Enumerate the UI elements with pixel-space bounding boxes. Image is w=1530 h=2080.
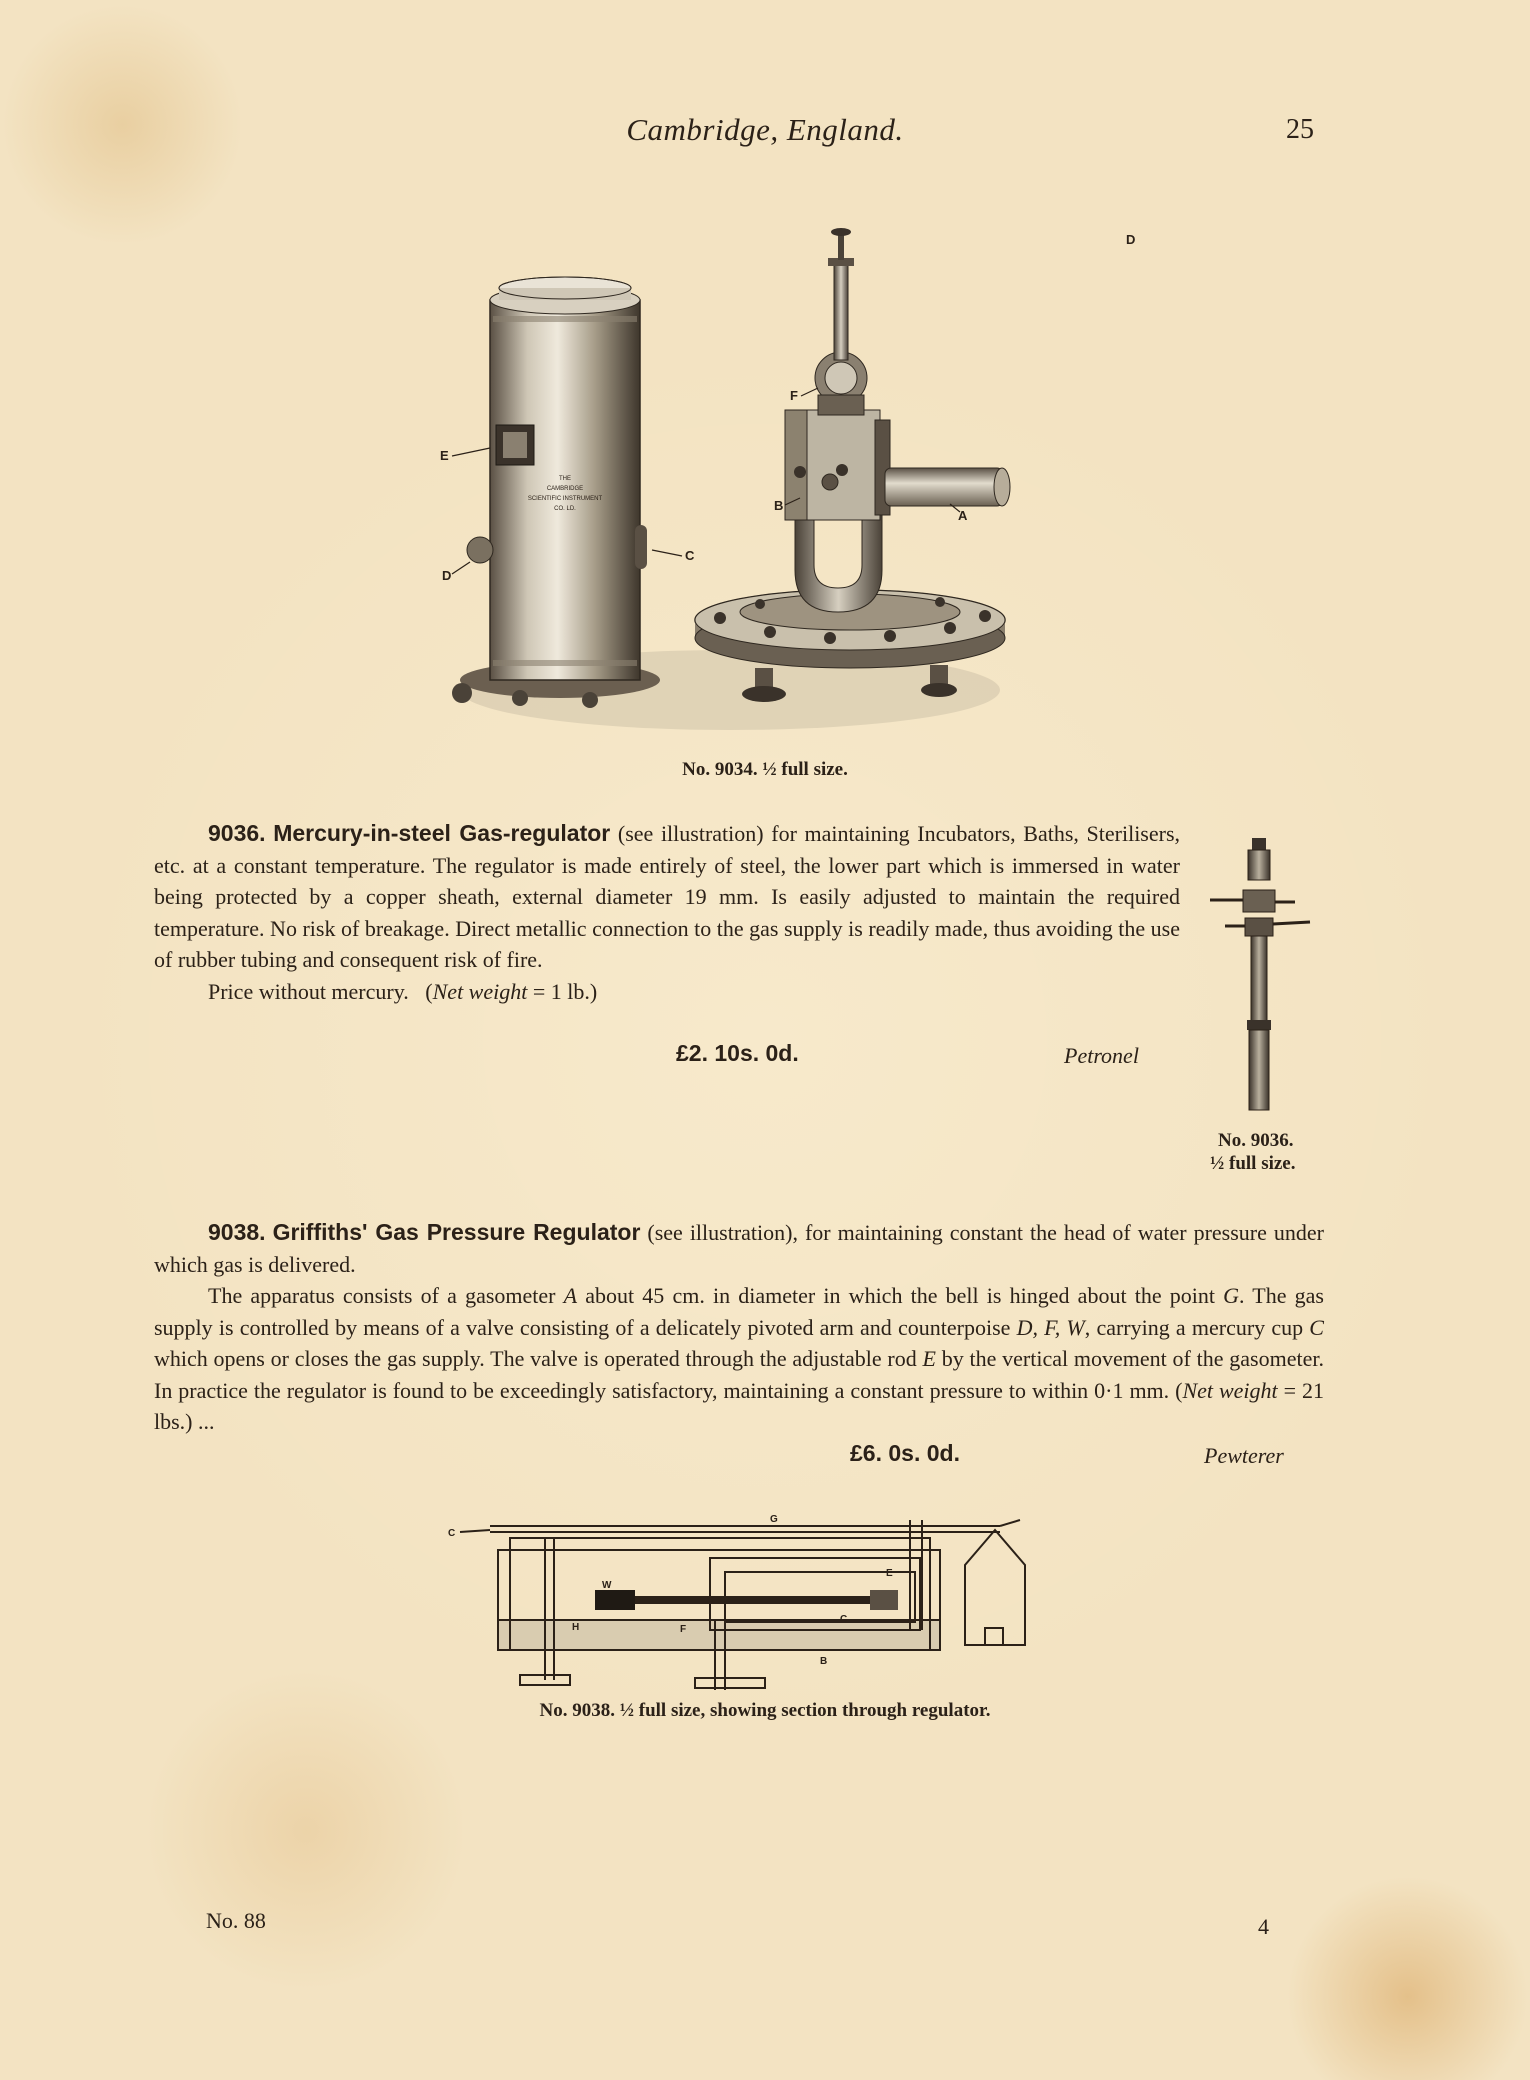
item-9036-price: £2. 10s. 0d. xyxy=(676,1040,799,1066)
callout-D-left: D xyxy=(442,568,452,583)
engraving-text-line: THE xyxy=(559,476,571,482)
callout-A: A xyxy=(958,508,968,523)
item-9038-code-word: Pewterer xyxy=(1204,1443,1284,1468)
diagram-label-G: G xyxy=(770,1514,778,1525)
running-head: Cambridge, England. xyxy=(626,112,904,147)
item-9036-number: 9036. xyxy=(208,820,266,846)
item-9038-p2-var: C xyxy=(1309,1314,1324,1340)
item-9038-p2-text: , carrying a mercury cup xyxy=(1084,1314,1310,1340)
item-9036-description xyxy=(154,818,1180,1007)
figure-9034-illustration xyxy=(430,220,1136,750)
engraving-text-line: SCIENTIFIC INSTRUMENT xyxy=(527,496,603,502)
diagram-label-E: E xyxy=(886,1568,893,1579)
item-9038-number: 9038. xyxy=(208,1219,266,1245)
item-9038-text-1: (see illustration), for maintaining constant the head of water pressure under which gas is delivered. xyxy=(154,1220,1324,1277)
figure-9036-caption-line2: ½ full size. xyxy=(1210,1153,1296,1174)
figure-9036-illustration xyxy=(1205,830,1315,1130)
figure-9038-diagram xyxy=(440,1510,1040,1690)
item-9036-weight-value: = 1 lb.) xyxy=(527,978,598,1004)
diagram-label-C2: C xyxy=(840,1614,848,1625)
item-9038-p2-text: about 45 cm. in diameter in which the bell is hinged about the point xyxy=(577,1283,1224,1308)
figure-9034-caption: No. 9034. ½ full size. xyxy=(682,759,848,780)
item-9038-p2-var: G xyxy=(1223,1283,1240,1308)
item-9038-name: Griffiths' Gas Pressure Regulator xyxy=(272,1219,641,1245)
item-9036-weight-label: Net weight xyxy=(432,978,528,1004)
item-9038-p2-text: which opens or closes the gas supply. The valve is operated through the adjustable rod xyxy=(154,1346,923,1371)
item-9038-p2-var: D, F, W xyxy=(1016,1314,1085,1340)
callout-F: F xyxy=(790,388,798,403)
item-9036-price-line: Price without mercury. xyxy=(208,978,409,1004)
item-9036-code-word: Petronel xyxy=(1064,1043,1139,1068)
footer-catalogue-number: No. 88 xyxy=(206,1908,266,1933)
diagram-label-W: W xyxy=(602,1580,612,1591)
item-9038-price: £6. 0s. 0d. xyxy=(850,1440,960,1466)
callout-C: C xyxy=(685,548,695,563)
item-9036-name: Mercury-in-steel Gas-regulator xyxy=(273,820,611,846)
item-9038-p2-text: The apparatus consists of a gasometer xyxy=(208,1283,564,1308)
item-9038-p2-var: E xyxy=(922,1346,936,1371)
item-9038-p2-text: by the vertical movement of the gasometer. In practice the regulator is found to be exceedingly satisfactory, maintaining a constant pressure to within 0·1 mm. ( xyxy=(154,1346,1324,1403)
engraving-text-line: CO. LD. xyxy=(554,506,576,512)
item-9038-weight-value: = 21 lbs.) ... xyxy=(154,1377,1324,1434)
figure-9036-caption-line1: No. 9036. xyxy=(1218,1130,1294,1151)
item-9036-text: (see illustration) for maintaining Incubators, Baths, Sterilisers, etc. at a constant temperature. The regulator is made entirely of steel, the lower part which is immersed in water being protected by a copper sheath, external diameter 19 mm. Is easily adjusted to maintain the required temperature. No risk of breakage. Direct metallic connection to the gas supply is readily made, thus avoiding the use of rubber tubing and consequent risk of fire. xyxy=(154,821,1181,972)
figure-9038-caption: No. 9038. ½ full size, showing section through regulator. xyxy=(539,1700,991,1721)
callout-B: B xyxy=(774,498,784,513)
diagram-label-C: C xyxy=(448,1528,456,1539)
item-9038-description xyxy=(154,1217,1324,1438)
engraving-text-line: CAMBRIDGE xyxy=(546,486,584,492)
item-9038-p2-text: . The gas supply is controlled by means of a valve consisting of a delicately pivoted arm and counterpoise xyxy=(154,1283,1324,1340)
footer-signature-mark: 4 xyxy=(1258,1914,1269,1939)
item-9036-weight-prefix: ( xyxy=(425,978,433,1004)
diagram-label-H: H xyxy=(572,1622,580,1633)
item-9038-weight-label: Net weight xyxy=(1182,1377,1278,1403)
callout-E: E xyxy=(440,448,449,463)
diagram-label-B: B xyxy=(820,1656,828,1667)
page-number: 25 xyxy=(1286,114,1314,145)
callout-D-top: D xyxy=(1126,232,1136,247)
diagram-label-F: F xyxy=(680,1624,687,1635)
item-9038-p2-var: A xyxy=(563,1283,578,1308)
